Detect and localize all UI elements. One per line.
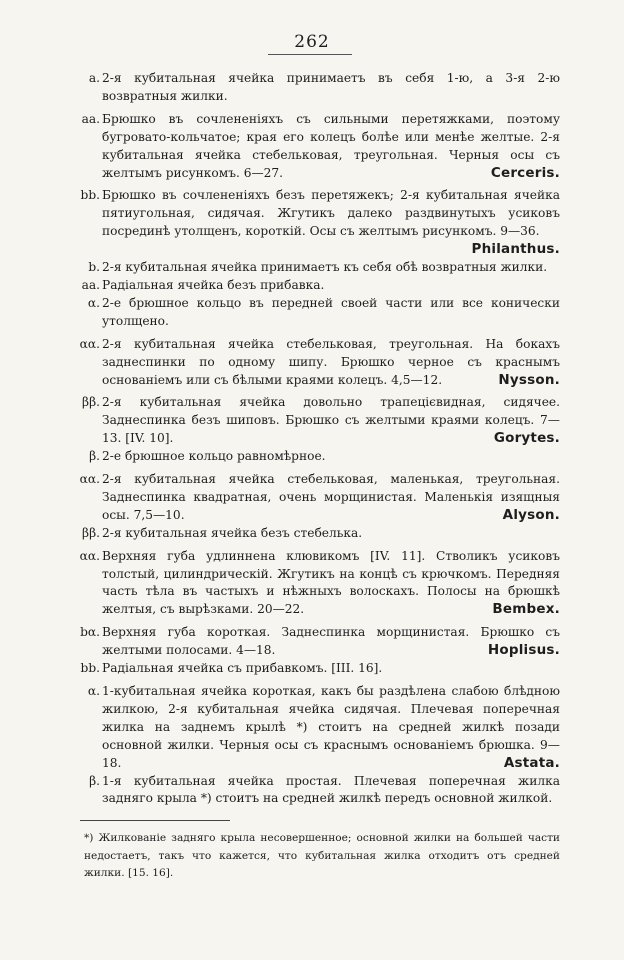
entry-text: Верхняя губа короткая. Заднеспинка морщинистая. Брюшко съ желтыми полосами. 4—18. xyxy=(102,625,560,658)
entry-text-block xyxy=(102,277,560,295)
entry-marker: b. xyxy=(88,260,100,275)
key-entry xyxy=(0,70,624,106)
entry-text: 2-я кубитальная ячейка стебельковая, треугольная. На бокахъ заднеспинки по одному шипу. Брюшко черное съ краснымъ основаніемъ или съ бѣлыми краями колецъ. 4,5—12. xyxy=(102,336,560,387)
entry-text-block xyxy=(102,471,560,525)
key-entry xyxy=(0,471,624,525)
key-entry xyxy=(0,111,624,183)
entry-text-block xyxy=(102,336,560,390)
header-rule xyxy=(268,54,352,55)
footnote-rule xyxy=(80,820,230,821)
genus-name: Bembex. xyxy=(492,601,560,618)
genus-name: Philanthus. xyxy=(471,241,560,258)
key-entry xyxy=(0,259,624,277)
entry-marker: bb. xyxy=(80,188,100,203)
genus-name: Hoplisus. xyxy=(487,642,560,659)
genus-name: Astata. xyxy=(503,754,560,771)
genus-name: Alyson. xyxy=(502,506,560,523)
entry-marker: αα. xyxy=(79,336,100,351)
key-entry xyxy=(0,548,624,620)
entry-text: 2-я кубитальная ячейка принимаетъ въ себя 1-ю, а 3-я 2-ю возвратныя жилки. xyxy=(102,71,560,103)
entry-text: Брюшко въ сочлененіяхъ съ сильными перетяжками, поэтому бугровато-кольчатое; края его колецъ болѣе или менѣе желтые. 2-я кубитальная ячейка стебельковая, треугольная. Черныя осы съ желтымъ рисункомъ. 6—27. xyxy=(102,111,560,180)
entry-text: 2-я кубитальная ячейка довольно трапецієвидная, сидячее. Заднеспинка безъ шиповъ. Брюшко съ желтыми краями колецъ. 7—13. [IV. 10]. xyxy=(102,395,560,446)
entry-marker: bb. xyxy=(80,661,100,676)
entry-text-block xyxy=(102,624,560,660)
entry-marker: a. xyxy=(88,71,100,85)
entry-text: Брюшко въ сочлененіяхъ безъ перетяжекъ; 2-я кубитальная ячейка пятиугольная, сидячая. Жгутикъ далеко раздвинутыхъ усиковъ посрединѣ утолщенъ, короткій. Осы съ желтымъ рисункомъ. 9—36. xyxy=(102,188,560,239)
entry-marker: bα. xyxy=(80,625,100,640)
entry-text: Радіальная ячейка съ прибавкомъ. [III. 16]. xyxy=(102,661,383,676)
genus-name: Cerceris. xyxy=(490,164,560,181)
entry-text: 1-кубитальная ячейка короткая, какъ бы раздѣлена слабою блѣдною жилкою, 2-я кубитальная ячейка сидячая. Плечевая поперечная жилка на заднемъ крылѣ *) стоитъ на средней жилкѣ позади основной жилки. Черныя осы съ краснымъ основаніемъ брюшка. 9—18. xyxy=(102,684,560,770)
key-entry xyxy=(0,336,624,390)
entry-text: 2-я кубитальная ячейка принимаетъ къ себя обѣ возвратныя жилки. xyxy=(102,260,548,275)
genus-name: Gorytes. xyxy=(493,430,560,447)
entry-marker: αα. xyxy=(79,548,100,563)
entry-marker: αα. xyxy=(79,472,100,487)
entry-text: 2-я кубитальная ячейка стебельковая, маленькая, треугольная. Заднеспинка квадратная, очень морщинистая. Маленькія изящныя осы. 7,5—10. xyxy=(102,472,560,522)
entry-text: Верхняя губа удлиннена клювикомъ [IV. 11]. Стволикъ усиковъ толстый, цилиндрическій. Жгутикъ на концѣ съ крючкомъ. Передняя часть тѣла въ частыхъ и нѣжныхъ волоскахъ. Полосы на брюшкѣ желтыя, съ вырѣзками. 20—22. xyxy=(102,548,560,617)
entry-marker: β. xyxy=(89,773,100,788)
key-entry xyxy=(0,660,624,678)
entry-text: Радіальная ячейка безъ прибавка. xyxy=(102,277,325,292)
entry-text-block xyxy=(102,548,560,620)
entry-text-block xyxy=(102,773,560,809)
entry-marker: аа. xyxy=(81,111,100,126)
key-entry xyxy=(0,277,624,295)
key-entries xyxy=(0,70,624,808)
key-entry xyxy=(0,624,624,660)
entry-text-block xyxy=(102,70,560,106)
key-entry xyxy=(0,394,624,448)
key-entry xyxy=(0,187,624,259)
entry-text-block xyxy=(102,525,560,543)
entry-marker: ββ. xyxy=(82,395,100,410)
entry-text: 1-я кубитальная ячейка простая. Плечевая поперечная жилка задняго крыла *) стоитъ на средней жилкѣ передъ основной жилкой. xyxy=(102,773,560,806)
key-entry xyxy=(0,525,624,543)
entry-text-block xyxy=(102,448,560,466)
footnote: *) Жилкованіе задняго крыла несовершенное; основной жилки на большей части недостаетъ, такъ что кажется, что кубитальная жилка отходитъ отъ средней жилки. [15. 16]. xyxy=(84,832,560,879)
key-entry xyxy=(0,295,624,331)
page-number: 262 xyxy=(294,32,330,52)
entry-text: 2-е брюшное кольцо равномѣрное. xyxy=(102,449,326,464)
entry-text: 2-е брюшное кольцо въ передней своей части или все конически утолщено. xyxy=(102,295,560,328)
entry-text-block xyxy=(102,660,560,678)
entry-marker: β. xyxy=(89,449,100,464)
genus-name: Nysson. xyxy=(498,371,560,388)
entry-marker: аа. xyxy=(81,277,100,292)
entry-marker: α. xyxy=(87,295,100,310)
entry-text-block xyxy=(102,683,560,773)
entry-marker: α. xyxy=(87,684,100,698)
key-entry xyxy=(0,448,624,466)
entry-text-block xyxy=(102,259,560,277)
entry-text: 2-я кубитальная ячейка безъ стебелька. xyxy=(102,525,363,540)
entry-text-block xyxy=(102,295,560,331)
entry-text-block xyxy=(102,111,560,183)
key-entry xyxy=(0,683,624,773)
entry-text-block xyxy=(102,187,560,259)
entry-text-block xyxy=(102,394,560,448)
key-entry xyxy=(0,773,624,809)
entry-marker: ββ. xyxy=(82,525,100,540)
